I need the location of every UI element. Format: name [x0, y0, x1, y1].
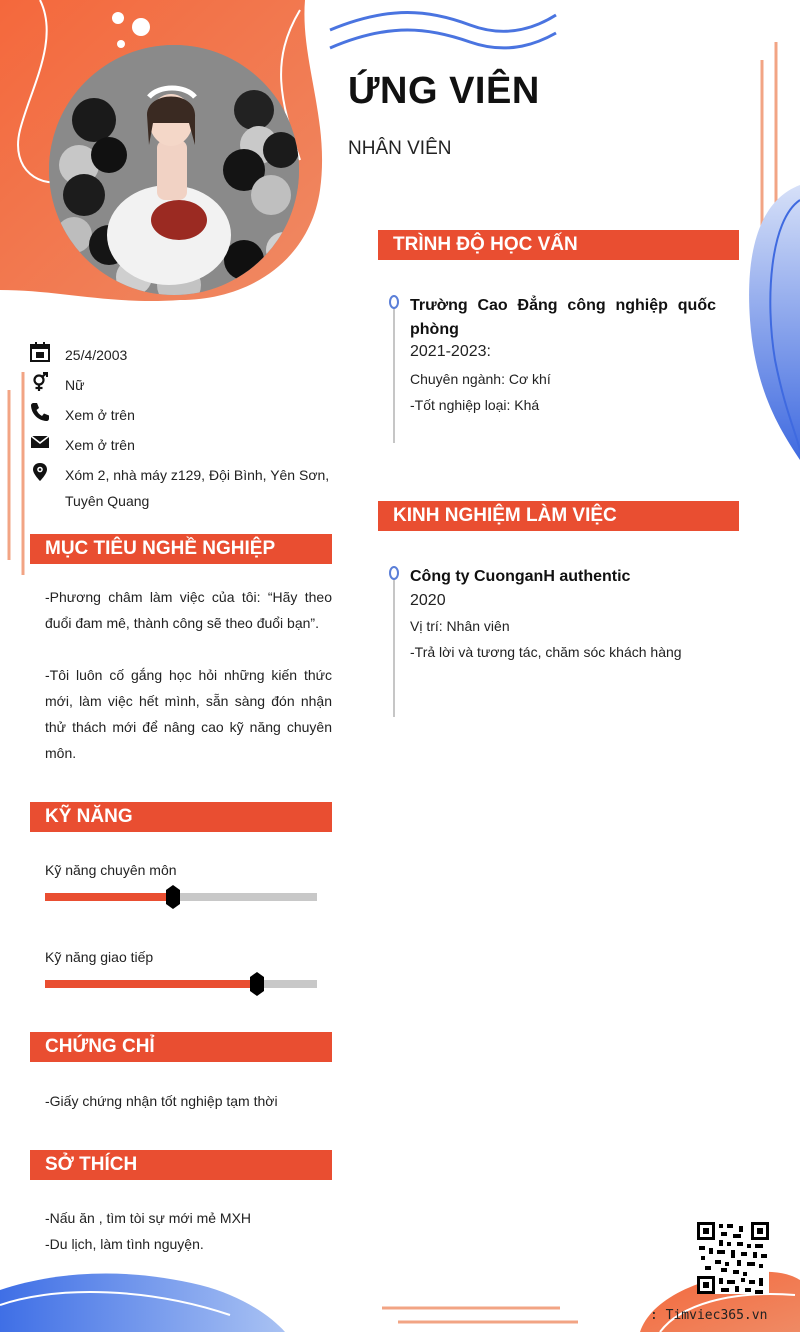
objective-paragraph-1: -Phương châm làm việc của tôi: “Hãy theo đuổi đam mê, thành công sẽ theo đuổi bạn”.: [45, 589, 332, 631]
hobby-line-2: -Du lịch, làm tình nguyện.: [45, 1236, 204, 1252]
education-grade: -Tốt nghiệp loại: Khá: [410, 397, 540, 413]
skill-bar-professional: [45, 893, 317, 901]
skill-fill: [45, 893, 173, 901]
contact-phone: [30, 402, 330, 428]
brand-watermark: : Timviec365.vn: [650, 1308, 768, 1323]
job-title: NHÂN VIÊN: [348, 138, 452, 159]
gender-text: Nữ: [65, 377, 85, 393]
education-school: Trường Cao Đẳng công nghiệp quốc phòng: [410, 297, 716, 338]
skill-bar-communication: [45, 980, 317, 988]
objective-heading: MỤC TIÊU NGHỀ NGHIỆP: [30, 534, 332, 564]
experience-duty: -Trả lời và tương tác, chăm sóc khách hàng: [410, 644, 682, 660]
skill-marker-icon: [166, 885, 180, 909]
skill-fill: [45, 980, 257, 988]
contact-address: [30, 462, 330, 514]
candidate-name: ỨNG VIÊN: [348, 70, 540, 112]
education-major: Chuyên ngành: Cơ khí: [410, 371, 551, 387]
experience-timeline-dot: [389, 566, 399, 580]
skills-heading: KỸ NĂNG: [30, 802, 332, 832]
skill-label-professional: Kỹ năng chuyên môn: [45, 862, 177, 878]
calendar-icon: [30, 342, 50, 362]
address-text: Xóm 2, nhà máy z129, Đội Bình, Yên Sơn, Tuyên Quang: [65, 467, 330, 509]
mail-icon: [30, 432, 50, 452]
birthdate-text: 25/4/2003: [65, 347, 128, 363]
education-period: 2021-2023:: [410, 343, 491, 360]
education-timeline-line: [393, 308, 395, 443]
experience-position: Vị trí: Nhân viên: [410, 618, 510, 634]
certificates-heading: CHỨNG CHỈ: [30, 1032, 332, 1062]
phone-icon: [30, 402, 50, 422]
profile-photo: [49, 45, 299, 295]
experience-company: Công ty CuonganH authentic: [410, 568, 631, 585]
education-timeline-dot: [389, 295, 399, 309]
skill-marker-icon: [250, 972, 264, 996]
gender-icon: [30, 372, 50, 392]
hobbies-heading: SỞ THÍCH: [30, 1150, 332, 1180]
qr-code-icon: [697, 1222, 769, 1294]
phone-text: Xem ở trên: [65, 407, 135, 423]
contact-birthdate: [30, 342, 330, 368]
portrait-photo: [49, 45, 299, 295]
certificate-text: -Giấy chứng nhận tốt nghiệp tạm thời: [45, 1093, 278, 1109]
skill-label-communication: Kỹ năng giao tiếp: [45, 949, 154, 965]
experience-heading: KINH NGHIỆM LÀM VIỆC: [378, 501, 739, 531]
objective-paragraph-2: -Tôi luôn cố gắng học hỏi những kiến thức mới, làm việc hết mình, sẵn sàng đón nhận thử thách mới để nâng cao kỹ năng chuyên môn.: [45, 667, 332, 761]
hobby-line-1: -Nấu ăn , tìm tòi sự mới mẻ MXH: [45, 1210, 252, 1226]
location-icon: [30, 462, 50, 482]
experience-timeline-line: [393, 579, 395, 717]
education-heading: TRÌNH ĐỘ HỌC VẤN: [378, 230, 739, 260]
experience-year: 2020: [410, 592, 446, 609]
contact-gender: [30, 372, 330, 398]
email-text: Xem ở trên: [65, 437, 135, 453]
contact-email: [30, 432, 330, 458]
